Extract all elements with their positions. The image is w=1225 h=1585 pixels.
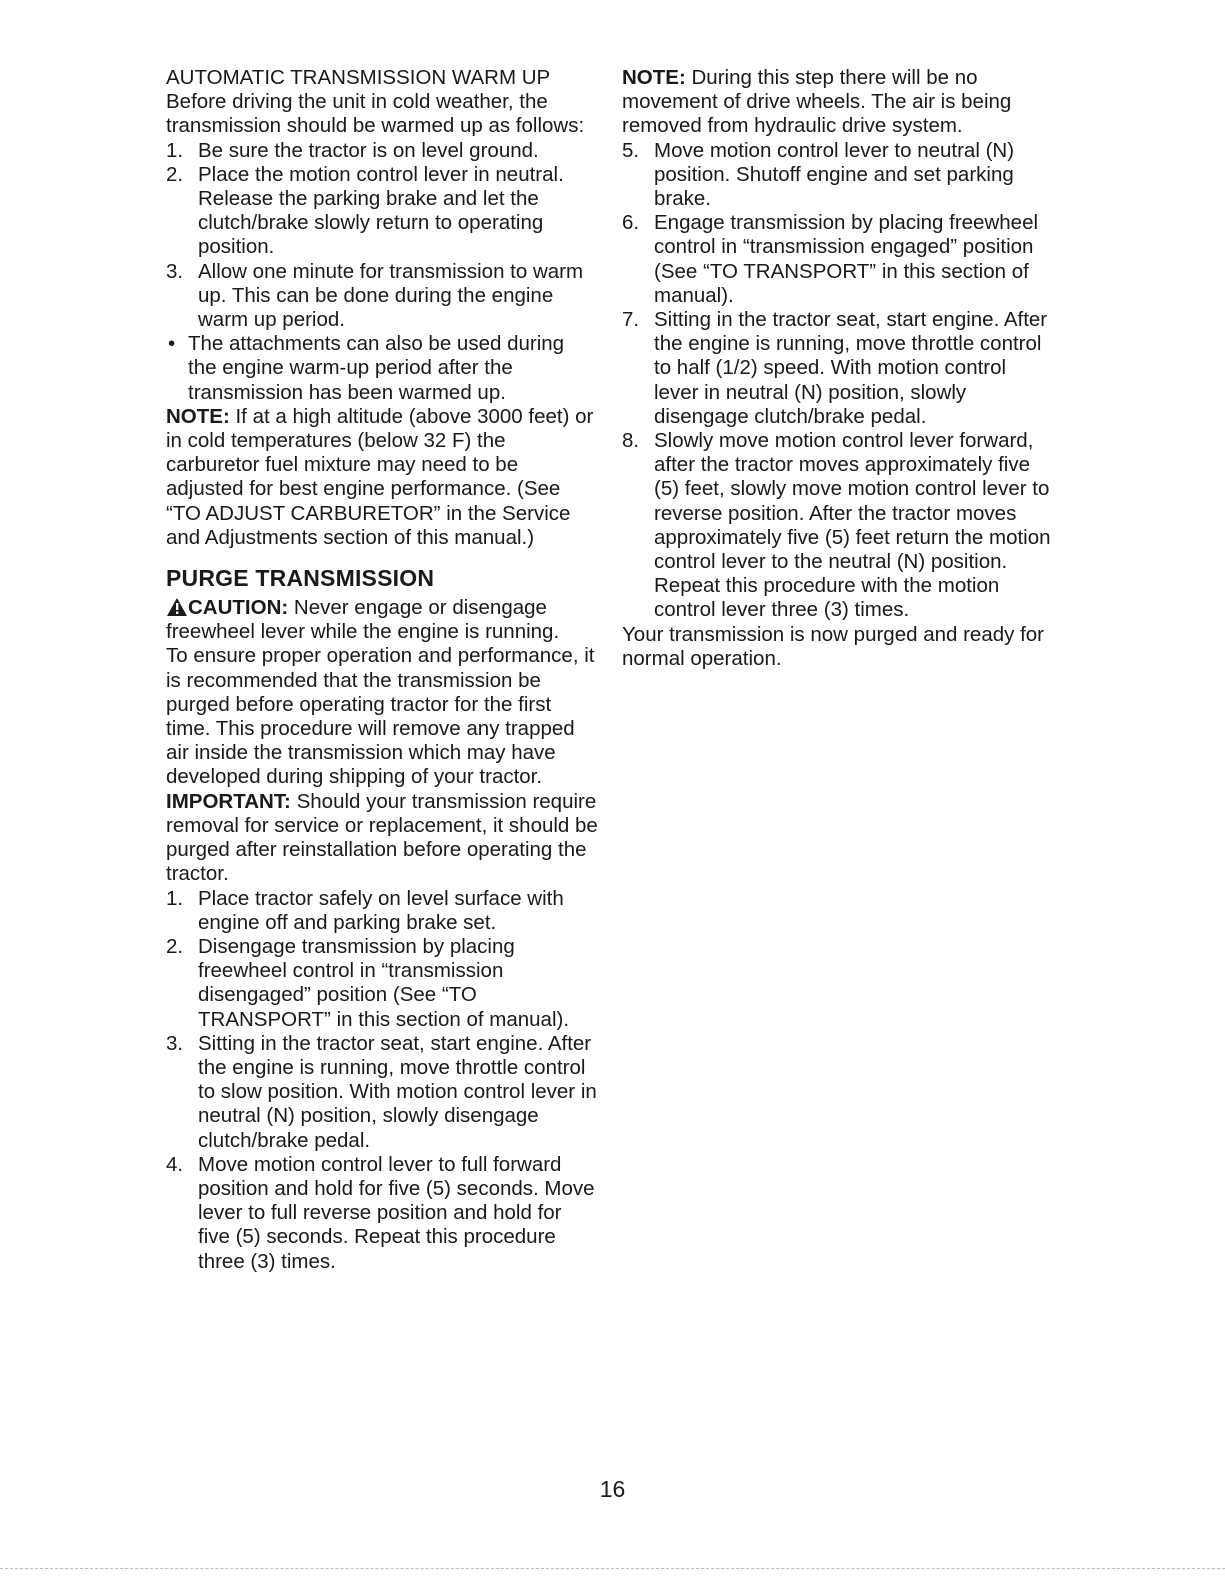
important-paragraph xyxy=(166,790,598,887)
purge-intro: To ensure proper operation and performance, it is recommended that the transmission be purged before operating tractor for the first time. This procedure will remove any trapped air inside the transmission which may have developed during shipping of your tractor. xyxy=(166,644,595,789)
step-text: Slowly move motion control lever forward, after the tractor moves approximately five (5) feet, slowly move motion control lever to reverse position. After the tractor moves approximately five (5) feet return the motion control lever to the neutral (N) position. Repeat this procedure with the motion control lever three (3) times. xyxy=(654,429,1051,622)
important-text: Should your transmission require removal for service or replacement, it should be purged after reinstallation before operating the tractor. xyxy=(166,789,598,886)
important-label: IMPORTANT: xyxy=(166,789,291,813)
note-label: NOTE: xyxy=(622,66,686,89)
note-text: During this step there will be no movement of drive wheels. The air is being removed from hydraulic drive system. xyxy=(622,66,1012,138)
step-number: 3. xyxy=(166,1031,184,1055)
step-number: 6. xyxy=(622,211,640,235)
note-text: If at a high altitude (above 3000 feet) or in cold temperatures (below 32 F) the carburetor fuel mixture may need to be adjusted for best engine performance. (See “TO ADJUST CARBURETOR” in the Service and Adjustments section of this manual.) xyxy=(166,404,594,549)
warmup-intro: Before driving the unit in cold weather, the transmission should be warmed up as follows: xyxy=(166,90,585,138)
step-number: 4. xyxy=(166,1152,184,1176)
step-text: Place the motion control lever in neutral. Release the parking brake and let the clutch/brake slowly return to operating position. xyxy=(198,162,564,259)
caution-label: CAUTION: xyxy=(188,596,289,620)
page-number: 16 xyxy=(599,1476,626,1502)
purge-heading: PURGE TRANSMISSION xyxy=(166,565,435,592)
warning-triangle-icon xyxy=(166,597,188,617)
purge-step xyxy=(622,308,1052,429)
step-number: 2. xyxy=(166,162,184,186)
step-text: Sitting in the tractor seat, start engine. After the engine is running, move throttle control to slow position. With motion control lever in neutral (N) position, slowly disengage clutch/brake pedal. xyxy=(198,1031,597,1152)
closing-paragraph: Your transmission is now purged and ready for normal operation. xyxy=(622,622,1045,670)
step-number: 7. xyxy=(622,308,640,332)
bullet-mark: • xyxy=(168,332,176,356)
warmup-bullet xyxy=(166,332,598,405)
step-number: 8. xyxy=(622,429,640,453)
right-column xyxy=(622,66,1052,671)
purge-step xyxy=(166,1153,598,1274)
purge-step xyxy=(166,935,598,1032)
purge-step xyxy=(622,139,1052,212)
warmup-steps xyxy=(166,139,598,333)
warmup-title: AUTOMATIC TRANSMISSION WARM UP xyxy=(166,66,551,89)
warmup-step xyxy=(166,163,598,260)
caution-paragraph xyxy=(166,596,598,644)
footer-divider xyxy=(0,1568,1225,1569)
warmup-bullets xyxy=(166,332,598,405)
warmup-step xyxy=(166,139,598,163)
step-number: 2. xyxy=(166,934,184,958)
note-paragraph xyxy=(166,405,598,550)
step-text: Engage transmission by placing freewheel control in “transmission engaged” position (See “TO TRANSPORT” in this section of manual). xyxy=(654,211,1039,307)
step-text: Be sure the tractor is on level ground. xyxy=(198,138,539,162)
purge-steps xyxy=(166,887,598,1274)
step-number: 3. xyxy=(166,259,184,283)
left-column xyxy=(166,66,598,1274)
note-paragraph xyxy=(622,66,1052,139)
step-text: Allow one minute for transmission to warm up. This can be done during the engine warm up period. xyxy=(198,259,584,332)
purge-steps-continued xyxy=(622,139,1052,623)
step-number: 1. xyxy=(166,138,184,162)
step-text: Place tractor safely on level surface with engine off and parking brake set. xyxy=(198,886,564,934)
step-number: 5. xyxy=(622,138,640,162)
purge-step xyxy=(166,1032,598,1153)
caution-text: Never engage or disengage freewheel lever while the engine is running. xyxy=(166,596,560,644)
purge-step xyxy=(166,887,598,935)
warmup-step xyxy=(166,260,598,333)
step-text: Disengage transmission by placing freewheel control in “transmission disengaged” position (See “TO TRANSPORT” in this section of manual). xyxy=(198,934,570,1031)
step-text: Move motion control lever to neutral (N) position. Shutoff engine and set parking brake. xyxy=(654,138,1015,211)
bullet-text: The attachments can also be used during the engine warm-up period after the transmission has been warmed up. xyxy=(188,332,565,404)
step-text: Move motion control lever to full forward position and hold for five (5) seconds. Move lever to full reverse position and hold for five (5) seconds. Repeat this procedure three (3) times. xyxy=(198,1152,595,1273)
purge-step xyxy=(622,429,1052,623)
step-text: Sitting in the tractor seat, start engine. After the engine is running, move throttle control to half (1/2) speed. With motion control lever in neutral (N) position, slowly disengage clutch/brake pedal. xyxy=(654,308,1048,428)
purge-step xyxy=(622,211,1052,308)
note-label: NOTE: xyxy=(166,404,230,428)
step-number: 1. xyxy=(166,886,184,910)
